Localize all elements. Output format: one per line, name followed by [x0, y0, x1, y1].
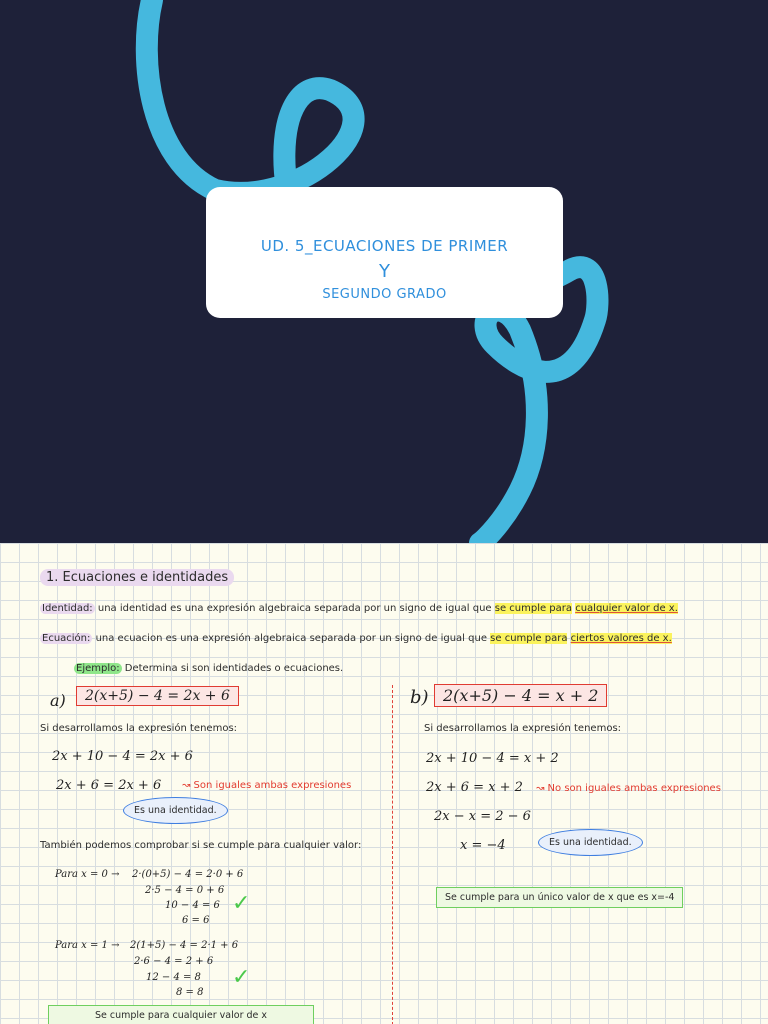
ecuacion-label: Ecuación: — [42, 633, 91, 644]
section-heading: 1. Ecuaciones e identidades — [40, 569, 234, 586]
part-a-check-0-line-2: 2·5 − 4 = 0 + 6 — [145, 885, 225, 896]
title-line-2: Y — [379, 261, 390, 282]
part-a-expression: 2(x+5) − 4 = 2x + 6 — [76, 686, 239, 706]
part-b-step-1: 2x + 10 − 4 = x + 2 — [426, 751, 559, 766]
identidad-text: una identidad es una expresión algebraica separada por un signo de igual que — [94, 603, 495, 614]
part-b-expression: 2(x+5) − 4 = x + 2 — [434, 684, 607, 707]
part-a-note: ↝ Son iguales ambas expresiones — [182, 780, 352, 791]
example-label: Ejemplo: — [76, 663, 120, 674]
identidad-highlight-1: se cumple para — [494, 603, 573, 614]
part-b-step-4: x = −4 — [460, 838, 506, 853]
part-b-conclusion: Se cumple para un único valor de x que es x=-4 — [436, 887, 683, 908]
part-b-note: ↝ No son iguales ambas expresiones — [536, 783, 721, 794]
definition-identidad — [40, 603, 678, 614]
part-a-check-intro: También podemos comprobar si se cumple para cualquier valor: — [40, 840, 362, 851]
part-a-check-1-line-2: 2·6 − 4 = 2 + 6 — [134, 956, 214, 967]
example-text: Determina si son identidades o ecuaciones. — [121, 663, 344, 674]
check-mark-icon: ✓ — [232, 965, 251, 990]
part-a-step-2: 2x + 6 = 2x + 6 — [56, 778, 162, 793]
example-line — [74, 663, 343, 674]
column-divider — [392, 685, 393, 1024]
part-a-check-1-line-1: 2(1+5) − 4 = 2·1 + 6 — [130, 940, 239, 951]
part-b-letter: b) — [410, 687, 429, 708]
part-a-check-0-line-1: 2·(0+5) − 4 = 2·0 + 6 — [132, 869, 244, 880]
part-a-letter: a) — [50, 691, 66, 710]
definition-ecuacion — [40, 633, 672, 644]
notes-page — [0, 543, 768, 1024]
part-a-check-1-line-4: 8 = 8 — [176, 987, 204, 998]
part-a-para-0: Para x = 0 → — [55, 869, 120, 880]
part-b-step-3: 2x − x = 2 − 6 — [434, 809, 531, 824]
part-b-step-2: 2x + 6 = x + 2 — [426, 780, 523, 795]
title-line-3: SEGUNDO GRADO — [322, 287, 447, 302]
check-mark-icon: ✓ — [232, 891, 251, 916]
identidad-label: Identidad: — [42, 603, 93, 614]
identidad-highlight-2: cualquier valor de x. — [575, 603, 678, 614]
part-a-check-1-line-3: 12 − 4 = 8 — [146, 972, 201, 983]
part-a-para-1: Para x = 1 → — [55, 940, 120, 951]
title-card — [206, 187, 563, 318]
part-b-verdict: Es una identidad. — [538, 829, 643, 856]
part-a-conclusion: Se cumple para cualquier valor de x — [48, 1005, 314, 1024]
title-line-1: UD. 5_ECUACIONES DE PRIMER — [260, 237, 509, 255]
part-a-check-0-line-4: 6 = 6 — [182, 915, 210, 926]
part-a-intro: Si desarrollamos la expresión tenemos: — [40, 723, 238, 734]
part-a-check-0-line-3: 10 − 4 = 6 — [165, 900, 220, 911]
part-b-intro: Si desarrollamos la expresión tenemos: — [424, 723, 622, 734]
ecuacion-text: una ecuacion es una expresión algebraica separada por un signo de igual que — [92, 633, 491, 644]
part-a-step-1: 2x + 10 − 4 = 2x + 6 — [52, 749, 193, 764]
ecuacion-highlight-1: se cumple para — [490, 633, 568, 644]
ecuacion-highlight-2: ciertos valores de x. — [570, 633, 672, 644]
part-a-verdict: Es una identidad. — [123, 797, 228, 824]
